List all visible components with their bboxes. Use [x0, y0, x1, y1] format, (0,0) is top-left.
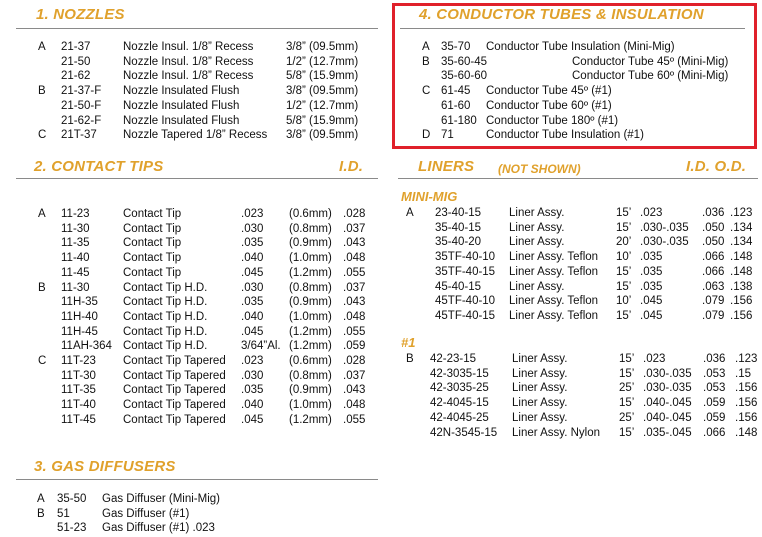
cell-part: 42N-3545-15 — [430, 426, 498, 439]
cell-desc: Liner Assy. — [509, 236, 565, 249]
cell-id: .023 — [241, 355, 264, 367]
cell-part: 11T-35 — [61, 384, 96, 397]
cell-mm: (0.8mm) — [289, 281, 332, 294]
cell-len: 10’ — [616, 251, 632, 264]
cell-len: 15’ — [616, 280, 632, 293]
liners-divider — [398, 178, 758, 179]
cell-desc: Liner Assy. — [512, 353, 568, 365]
cell-id: .030 — [241, 222, 264, 235]
cell-part: 35-40-20 — [435, 236, 482, 249]
cell-size: 3/8” (09.5mm) — [286, 41, 359, 53]
cell-range: .023 — [640, 207, 663, 219]
cell-id: .045 — [241, 266, 264, 279]
cell-letter: A — [38, 41, 46, 53]
cell-desc: Contact Tip Tapered — [123, 399, 226, 412]
cell-range: .035 — [640, 251, 663, 264]
gas-diffusers-divider — [16, 479, 378, 480]
cell-desc: Nozzle Insul. 1/8” Recess — [123, 70, 254, 83]
cell-last: .048 — [343, 399, 366, 412]
cell-last: .037 — [343, 222, 366, 235]
cell-letter: B — [37, 507, 45, 520]
cell-part: 23-40-15 — [435, 207, 482, 219]
cell-part: 35TF-40-10 — [435, 251, 496, 264]
cell-len: 15’ — [619, 367, 635, 380]
cell-last: .043 — [343, 384, 366, 397]
cell-part: 11H-40 — [61, 310, 98, 323]
cell-desc: Conductor Tube 180º (#1) — [486, 114, 619, 127]
cell-desc: Conductor Tube 60º (Mini-Mig) — [572, 70, 729, 83]
cell-part: 45TF-40-10 — [435, 295, 496, 308]
cell-mm: (1.2mm) — [289, 413, 332, 426]
cell-desc: Conductor Tube 45º (#1) — [486, 85, 612, 98]
cell-id: .079 — [702, 295, 725, 308]
cell-letter: A — [406, 207, 414, 219]
cell-len: 15’ — [616, 309, 632, 322]
cell-range: .035 — [640, 280, 663, 293]
cell-id: .030 — [241, 369, 264, 382]
cell-mm: (1.0mm) — [289, 399, 332, 412]
cell-id: .045 — [241, 413, 264, 426]
contact-tips-heading: 2. CONTACT TIPS — [34, 158, 164, 175]
cell-desc: Nozzle Insulated Flush — [123, 85, 240, 98]
cell-od: .148 — [730, 251, 753, 264]
cell-desc: Liner Assy. — [509, 221, 565, 234]
cell-len: 15’ — [619, 353, 635, 365]
cell-part: 11H-35 — [61, 296, 98, 309]
cell-id: .053 — [703, 367, 726, 380]
cell-letter: B — [406, 353, 414, 365]
cell-part: 11T-30 — [61, 369, 96, 382]
cell-desc: Contact Tip — [123, 222, 182, 235]
cell-desc: Liner Assy. Teflon — [509, 295, 599, 308]
cell-id: .050 — [702, 236, 725, 249]
cell-part: 45TF-40-15 — [435, 309, 496, 322]
cell-part: 42-4045-15 — [430, 397, 489, 410]
cell-last: .043 — [343, 237, 366, 250]
cell-part: 71 — [441, 129, 454, 142]
cell-part: 21-50-F — [61, 99, 102, 112]
cell-desc: Nozzle Tapered 1/8” Recess — [123, 129, 268, 142]
cell-mm: (0.9mm) — [289, 296, 332, 309]
cell-desc: Nozzle Insulated Flush — [123, 99, 240, 112]
cell-part: 45-40-15 — [435, 280, 482, 293]
cell-last: .055 — [343, 413, 366, 426]
cell-id: 3/64”Al. — [241, 340, 281, 353]
cell-part: 11AH-364 — [61, 340, 112, 353]
cell-last: .028 — [343, 208, 366, 220]
cell-part: 35TF-40-15 — [435, 265, 496, 278]
contact-tips-id-header: I.D. — [339, 158, 364, 175]
conductor-tubes-heading: 4. CONDUCTOR TUBES & INSULATION — [419, 6, 704, 23]
cell-len: 20’ — [616, 236, 632, 249]
cell-od: .134 — [730, 236, 753, 249]
cell-part: 51 — [57, 507, 70, 520]
cell-desc: Liner Assy. — [512, 367, 568, 380]
cell-mm: (0.6mm) — [289, 355, 332, 367]
cell-letter: B — [38, 281, 46, 294]
cell-letter: C — [38, 129, 47, 142]
cell-id: .035 — [241, 237, 264, 250]
cell-id: .059 — [703, 397, 726, 410]
cell-od: .123 — [730, 207, 753, 219]
cell-part: 11T-23 — [61, 355, 96, 367]
cell-part: 21T-37 — [61, 129, 97, 142]
cell-part: 51-23 — [57, 522, 87, 535]
cell-od: .148 — [730, 265, 753, 278]
cell-desc: Contact Tip H.D. — [123, 310, 208, 323]
cell-id: .035 — [241, 296, 264, 309]
cell-id: .040 — [241, 252, 264, 265]
cell-part: 11-45 — [61, 266, 90, 279]
cell-desc: Liner Assy. — [512, 382, 568, 395]
gas-diffusers-heading: 3. GAS DIFFUSERS — [34, 458, 176, 475]
cell-desc: Gas Diffuser (Mini-Mig) — [102, 493, 220, 505]
cell-desc: Contact Tip Tapered — [123, 369, 226, 382]
cell-last: .048 — [343, 310, 366, 323]
cell-od: .156 — [730, 295, 753, 308]
liners-id-od-header: I.D. O.D. — [686, 158, 747, 175]
cell-part: 11-35 — [61, 237, 90, 250]
nozzles-heading: 1. NOZZLES — [36, 6, 125, 23]
cell-desc: Contact Tip Tapered — [123, 413, 226, 426]
cell-size: 5/8” (15.9mm) — [286, 70, 359, 83]
cell-part: 21-62-F — [61, 114, 102, 127]
cell-len: 15’ — [616, 207, 632, 219]
cell-desc: Contact Tip H.D. — [123, 281, 208, 294]
cell-last: .055 — [343, 325, 366, 338]
cell-desc: Contact Tip Tapered — [123, 384, 226, 397]
cell-letter: C — [38, 355, 47, 367]
cell-mm: (0.8mm) — [289, 369, 332, 382]
cell-part: 35-60-45 — [441, 55, 488, 68]
cell-part: 11-30 — [61, 281, 90, 294]
cell-part: 11-40 — [61, 252, 90, 265]
cell-id: .063 — [702, 280, 725, 293]
cell-size: 1/2” (12.7mm) — [286, 99, 359, 112]
cell-od: .148 — [735, 426, 758, 439]
cell-desc: Gas Diffuser (#1) — [102, 507, 190, 520]
cell-range: .035-.045 — [643, 426, 692, 439]
cell-last: .028 — [343, 355, 366, 367]
cell-last: .037 — [343, 369, 366, 382]
cell-desc: Liner Assy. Teflon — [509, 251, 599, 264]
cell-range: .023 — [643, 353, 666, 365]
cell-mm: (0.8mm) — [289, 222, 332, 235]
cell-letter: A — [422, 41, 430, 53]
cell-desc: Contact Tip H.D. — [123, 340, 208, 353]
cell-desc: Contact Tip H.D. — [123, 325, 208, 338]
cell-id: .079 — [702, 309, 725, 322]
cell-desc: Conductor Tube 60º (#1) — [486, 99, 612, 112]
cell-part: 35-70 — [441, 41, 471, 53]
cell-range: .030-.035 — [640, 236, 689, 249]
cell-mm: (1.0mm) — [289, 252, 332, 265]
cell-len: 10’ — [616, 295, 632, 308]
cell-len: 15’ — [616, 265, 632, 278]
cell-id: .036 — [702, 207, 725, 219]
cell-desc: Contact Tip — [123, 266, 182, 279]
cell-len: 15’ — [616, 221, 632, 234]
cell-size: 1/2” (12.7mm) — [286, 55, 359, 68]
cell-part: 61-45 — [441, 85, 471, 98]
cell-letter: C — [422, 85, 431, 98]
cell-desc: Liner Assy. — [509, 280, 565, 293]
cell-range: .040-.045 — [643, 411, 692, 424]
cell-part: 11-23 — [61, 208, 90, 220]
cell-id: .066 — [703, 426, 726, 439]
cell-desc: Nozzle Insul. 1/8” Recess — [123, 41, 254, 53]
cell-len: 15’ — [619, 426, 635, 439]
cell-size: 5/8” (15.9mm) — [286, 114, 359, 127]
cell-id: .050 — [702, 221, 725, 234]
cell-od: .156 — [730, 309, 753, 322]
cell-range: .030-.035 — [640, 221, 689, 234]
cell-od: .156 — [735, 411, 758, 424]
cell-id: .040 — [241, 399, 264, 412]
cell-mm: (1.2mm) — [289, 325, 332, 338]
cell-letter: A — [38, 208, 46, 220]
cell-mm: (1.0mm) — [289, 310, 332, 323]
cell-id: .059 — [703, 411, 726, 424]
cell-part: 21-62 — [61, 70, 91, 83]
cell-id: .030 — [241, 281, 264, 294]
cell-mm: (0.9mm) — [289, 384, 332, 397]
cell-id: .035 — [241, 384, 264, 397]
cell-letter: A — [37, 493, 45, 505]
cell-desc: Gas Diffuser (#1) .023 — [102, 522, 215, 535]
cell-part: 21-37-F — [61, 85, 102, 98]
cell-desc: Contact Tip — [123, 208, 182, 220]
no1-subheading: #1 — [401, 335, 416, 350]
liners-heading: LINERS — [418, 158, 475, 175]
cell-size: 3/8” (09.5mm) — [286, 85, 359, 98]
cell-part: 42-3035-15 — [430, 367, 489, 380]
cell-desc: Liner Assy. Teflon — [509, 309, 599, 322]
cell-part: 35-50 — [57, 493, 87, 505]
cell-range: .030-.035 — [643, 367, 692, 380]
cell-desc: Nozzle Insulated Flush — [123, 114, 240, 127]
cell-letter: D — [422, 129, 431, 142]
contact-tips-divider — [16, 178, 378, 179]
cell-part: 11H-45 — [61, 325, 98, 338]
cell-len: 15’ — [619, 397, 635, 410]
cell-part: 11-30 — [61, 222, 90, 235]
cell-desc: Contact Tip — [123, 237, 182, 250]
cell-part: 42-4045-25 — [430, 411, 489, 424]
cell-mm: (1.2mm) — [289, 266, 332, 279]
cell-id: .045 — [241, 325, 264, 338]
cell-od: .15 — [735, 367, 751, 380]
cell-desc: Conductor Tube Insulation (Mini-Mig) — [486, 41, 675, 53]
cell-id: .066 — [702, 251, 725, 264]
cell-last: .059 — [343, 340, 366, 353]
cell-desc: Conductor Tube Insulation (#1) — [486, 129, 644, 142]
cell-range: .045 — [640, 309, 663, 322]
cell-part: 11T-40 — [61, 399, 96, 412]
cell-desc: Liner Assy. — [509, 207, 565, 219]
cell-od: .156 — [735, 382, 758, 395]
mini-mig-subheading: MINI-MIG — [401, 189, 458, 204]
cell-id: .036 — [703, 353, 726, 365]
cell-od: .123 — [735, 353, 758, 365]
cell-od: .156 — [735, 397, 758, 410]
cell-id: .040 — [241, 310, 264, 323]
cell-mm: (0.9mm) — [289, 237, 332, 250]
cell-part: 21-37 — [61, 41, 91, 53]
cell-letter: B — [422, 55, 430, 68]
cell-mm: (1.2mm) — [289, 340, 332, 353]
cell-last: .043 — [343, 296, 366, 309]
conductor-tubes-divider — [400, 28, 745, 29]
cell-len: 25’ — [619, 411, 635, 424]
cell-range: .035 — [640, 265, 663, 278]
cell-desc: Nozzle Insul. 1/8” Recess — [123, 55, 254, 68]
cell-id: .023 — [241, 208, 264, 220]
cell-range: .045 — [640, 295, 663, 308]
cell-id: .066 — [702, 265, 725, 278]
cell-part: 61-60 — [441, 99, 471, 112]
cell-desc: Liner Assy. — [512, 411, 568, 424]
cell-od: .134 — [730, 221, 753, 234]
cell-part: 42-3035-25 — [430, 382, 489, 395]
cell-last: .048 — [343, 252, 366, 265]
cell-part: 21-50 — [61, 55, 91, 68]
cell-range: .030-.035 — [643, 382, 692, 395]
liners-note: (NOT SHOWN) — [498, 162, 581, 176]
cell-mm: (0.6mm) — [289, 208, 332, 220]
cell-letter: B — [38, 85, 46, 98]
cell-desc: Liner Assy. Teflon — [509, 265, 599, 278]
cell-part: 61-180 — [441, 114, 477, 127]
cell-last: .055 — [343, 266, 366, 279]
nozzles-divider — [16, 28, 378, 29]
cell-desc: Contact Tip Tapered — [123, 355, 226, 367]
cell-size: 3/8” (09.5mm) — [286, 129, 359, 142]
cell-desc: Liner Assy. — [512, 397, 568, 410]
cell-desc: Conductor Tube 45º (Mini-Mig) — [572, 55, 729, 68]
cell-range: .040-.045 — [643, 397, 692, 410]
cell-part: 35-40-15 — [435, 221, 482, 234]
cell-part: 42-23-15 — [430, 353, 477, 365]
cell-len: 25’ — [619, 382, 635, 395]
cell-last: .037 — [343, 281, 366, 294]
cell-id: .053 — [703, 382, 726, 395]
cell-desc: Contact Tip — [123, 252, 182, 265]
cell-desc: Contact Tip H.D. — [123, 296, 208, 309]
cell-od: .138 — [730, 280, 753, 293]
cell-desc: Liner Assy. Nylon — [512, 426, 600, 439]
cell-part: 11T-45 — [61, 413, 96, 426]
cell-part: 35-60-60 — [441, 70, 488, 83]
